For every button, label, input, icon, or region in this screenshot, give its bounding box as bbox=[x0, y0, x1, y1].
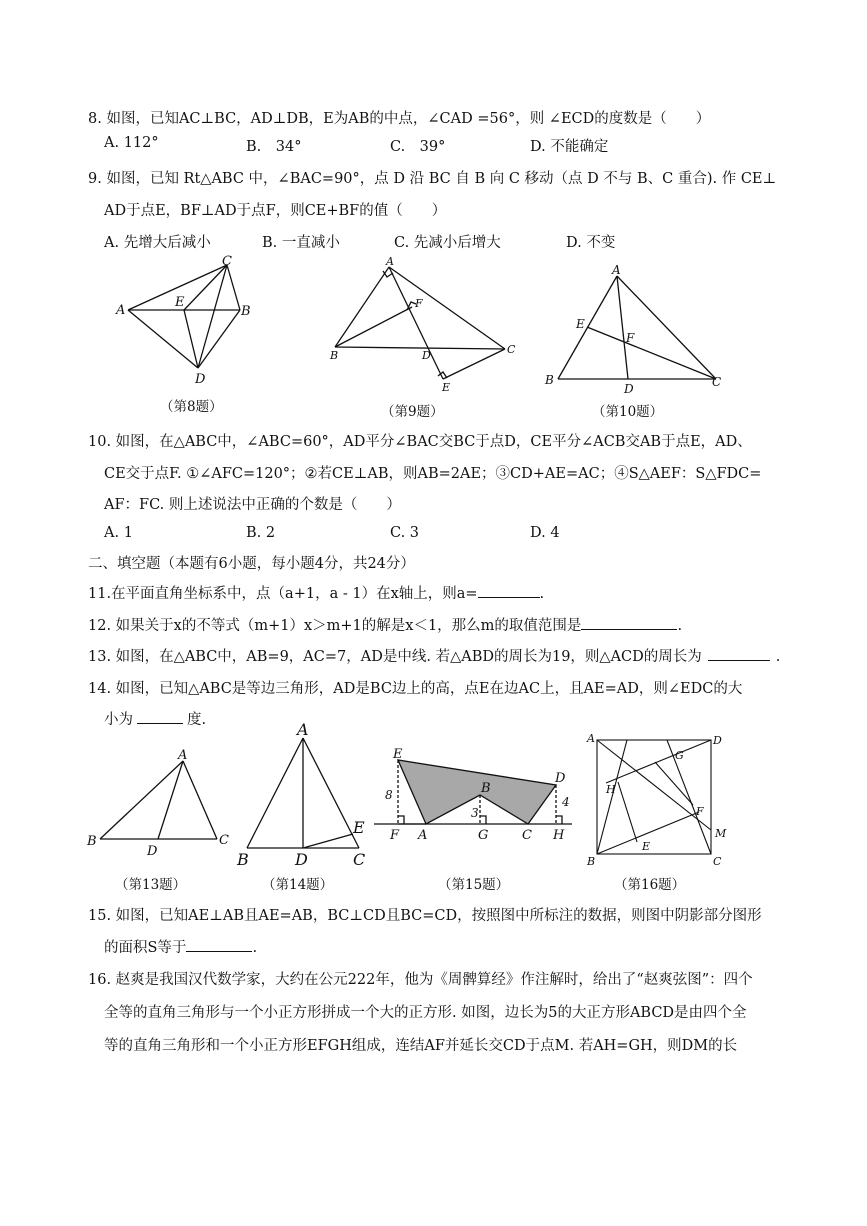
figure-10 bbox=[540, 262, 730, 396]
q8-option-c: C. 39° bbox=[390, 139, 446, 155]
q12-answer-blank[interactable] bbox=[581, 617, 677, 630]
q8-option-a: A. 112° bbox=[104, 135, 159, 151]
fig9-label-c: C bbox=[507, 343, 516, 356]
fig10-label-e: E bbox=[576, 317, 585, 331]
caption-q8: （第8题） bbox=[160, 399, 223, 415]
fig15-label-e: E bbox=[393, 747, 403, 762]
fig10-label-c: C bbox=[712, 375, 722, 389]
figure-13 bbox=[85, 745, 245, 860]
fig14-label-a: A bbox=[297, 720, 309, 739]
fig16-label-h: H bbox=[606, 783, 616, 796]
q10-option-a: A. 1 bbox=[104, 525, 133, 541]
q16-line1: 16. 赵爽是我国汉代数学家，大约在公元222年，他为《周髀算经》作注解时，给出了“赵爽弦图”：四个 bbox=[88, 972, 753, 988]
q15-end: . bbox=[252, 940, 258, 956]
q15-line1: 15. 如图，已知AE⊥AB且AE=AB，BC⊥CD且BC=CD，按照图中所标注的数据，则图中阴影部分图形 bbox=[88, 908, 762, 924]
fig14-label-e: E bbox=[353, 818, 365, 837]
fig15-label-g: G bbox=[478, 828, 489, 843]
fig14-label-d: D bbox=[295, 850, 308, 869]
fig15-label-f: F bbox=[390, 828, 400, 843]
fig9-label-a: A bbox=[386, 255, 394, 268]
q12 bbox=[88, 614, 682, 635]
fig15-number-8: 8 bbox=[385, 788, 393, 802]
figure-14 bbox=[235, 720, 380, 870]
caption-q10: （第10题） bbox=[592, 404, 664, 420]
q12-text: 12. 如果关于x的不等式（m+1）x＞m+1的解是x＜1，那么m的取值范围是 bbox=[88, 618, 582, 634]
fig9-label-e: E bbox=[442, 381, 451, 394]
fig8-label-c: C bbox=[222, 254, 232, 269]
q11-end: . bbox=[539, 586, 545, 602]
q9-stem-line1: 9. 如图，已知 Rt△ABC 中，∠BAC=90°，点 D 沿 BC 自 B 向 C 移动（点 D 不与 B、C 重合). 作 CE⊥ bbox=[88, 171, 777, 187]
fig13-label-c: C bbox=[219, 833, 229, 848]
q9-option-c: C. 先减小后增大 bbox=[394, 235, 501, 251]
q14-answer-blank[interactable] bbox=[137, 711, 183, 724]
caption-q9: （第9题） bbox=[381, 404, 444, 420]
fig15-label-c: C bbox=[522, 828, 532, 843]
q9-stem-line2: AD于点E，BF⊥AD于点F，则CE+BF的值（ ） bbox=[104, 203, 447, 219]
q10-option-d: D. 4 bbox=[530, 525, 560, 541]
fig15-number-3: 3 bbox=[471, 806, 479, 820]
q8-option-b: B. 34° bbox=[246, 139, 302, 155]
q14-line1: 14. 如图，已知△ABC是等边三角形，AD是BC边上的高，点E在边AC上，且AE=AD，则∠EDC的大 bbox=[88, 681, 743, 697]
fig16-label-m: M bbox=[715, 827, 727, 840]
fig8-label-d: D bbox=[195, 372, 206, 387]
q14-text-a: 小为 bbox=[104, 712, 133, 728]
q10-stem-line2: CE交于点F. ①∠AFC=120°；②若CE⊥AB，则AB=2AE；③CD+AE=AC；④S△AEF：S△FDC= bbox=[104, 466, 762, 482]
caption-q13: （第13题） bbox=[115, 877, 187, 893]
q8-option-d: D. 不能确定 bbox=[530, 139, 609, 155]
fig8-label-a: A bbox=[116, 303, 126, 318]
section-2-heading: 二、填空题（本题有6小题，每小题4分，共24分） bbox=[88, 556, 415, 572]
fig16-label-c: C bbox=[713, 855, 722, 868]
caption-q14: （第14题） bbox=[262, 877, 334, 893]
caption-q15: （第15题） bbox=[438, 877, 510, 893]
fig16-label-e: E bbox=[642, 840, 651, 853]
q13-end: . bbox=[775, 649, 781, 665]
q13-text: 13. 如图，在△ABC中，AB=9，AC=7，AD是中线. 若△ABD的周长为19，则△ACD的周长为 bbox=[88, 649, 702, 665]
fig10-label-a: A bbox=[612, 263, 621, 277]
fig15-label-b: B bbox=[481, 781, 491, 796]
fig13-label-b: B bbox=[87, 834, 97, 849]
fig13-label-a: A bbox=[178, 748, 188, 763]
q13 bbox=[88, 645, 780, 666]
caption-q16: （第16题） bbox=[614, 877, 686, 893]
q11-answer-blank[interactable] bbox=[478, 585, 540, 598]
fig9-label-d: D bbox=[422, 349, 431, 362]
fig14-label-b: B bbox=[237, 850, 249, 869]
fig16-label-b: B bbox=[587, 855, 596, 868]
fig14-label-c: C bbox=[353, 850, 366, 869]
fig16-label-f: F bbox=[696, 805, 704, 818]
fig16-label-a: A bbox=[587, 732, 595, 745]
fig10-label-b: B bbox=[545, 373, 554, 387]
figure-16 bbox=[585, 732, 730, 867]
fig16-label-d: D bbox=[713, 734, 722, 747]
q10-stem-line3: AF：FC. 则上述说法中正确的个数是（ ） bbox=[104, 497, 401, 513]
q11-text: 11.在平面直角坐标系中，点（a+1，a - 1）在x轴上，则a= bbox=[88, 586, 478, 602]
q10-option-c: C. 3 bbox=[390, 525, 420, 541]
fig10-label-d: D bbox=[624, 382, 634, 396]
fig15-number-4: 4 bbox=[562, 795, 570, 809]
q16-line3: 等的直角三角形和一个小正方形EFGH组成，连结AF并延长交CD于点M. 若AH=GH，则DM的长 bbox=[104, 1038, 738, 1054]
figure-9 bbox=[325, 255, 525, 395]
fig13-label-d: D bbox=[147, 844, 158, 859]
fig9-label-b: B bbox=[330, 349, 339, 362]
fig15-label-d: D bbox=[555, 771, 566, 786]
fig10-label-f: F bbox=[626, 331, 635, 345]
q12-end: . bbox=[677, 618, 683, 634]
q15-text: 的面积S等于 bbox=[104, 940, 187, 956]
q15-line2 bbox=[104, 936, 257, 957]
q14-text-b: 度. bbox=[187, 712, 207, 728]
q10-stem-line1: 10. 如图，在△ABC中，∠ABC=60°，AD平分∠BAC交BC于点D，CE平分∠ACB交AB于点E，AD、 bbox=[88, 434, 752, 450]
q9-option-a: A. 先增大后减小 bbox=[104, 235, 211, 251]
q16-line2: 全等的直角三角形与一个小正方形拼成一个大的正方形. 如图，边长为5的大正方形ABCD是由四个全 bbox=[104, 1005, 747, 1021]
q9-option-b: B. 一直减小 bbox=[262, 235, 340, 251]
q13-answer-blank[interactable] bbox=[708, 648, 770, 661]
q8-stem: 8. 如图，已知AC⊥BC，AD⊥DB，E为AB的中点，∠CAD =56°，则 ∠ECD的度数是（ ） bbox=[88, 111, 711, 127]
q11 bbox=[88, 582, 544, 603]
fig8-label-b: B bbox=[241, 304, 251, 319]
q10-option-b: B. 2 bbox=[246, 525, 276, 541]
fig16-label-g: G bbox=[675, 749, 684, 762]
q15-answer-blank[interactable] bbox=[186, 939, 252, 952]
fig15-label-a: A bbox=[418, 828, 428, 843]
fig9-label-f: F bbox=[415, 297, 423, 310]
q14-line2 bbox=[104, 708, 206, 729]
q9-option-d: D. 不变 bbox=[566, 235, 616, 251]
figure-15 bbox=[360, 738, 585, 853]
fig8-label-e: E bbox=[175, 295, 185, 310]
fig15-label-h: H bbox=[553, 828, 565, 843]
figure-8 bbox=[110, 255, 260, 390]
